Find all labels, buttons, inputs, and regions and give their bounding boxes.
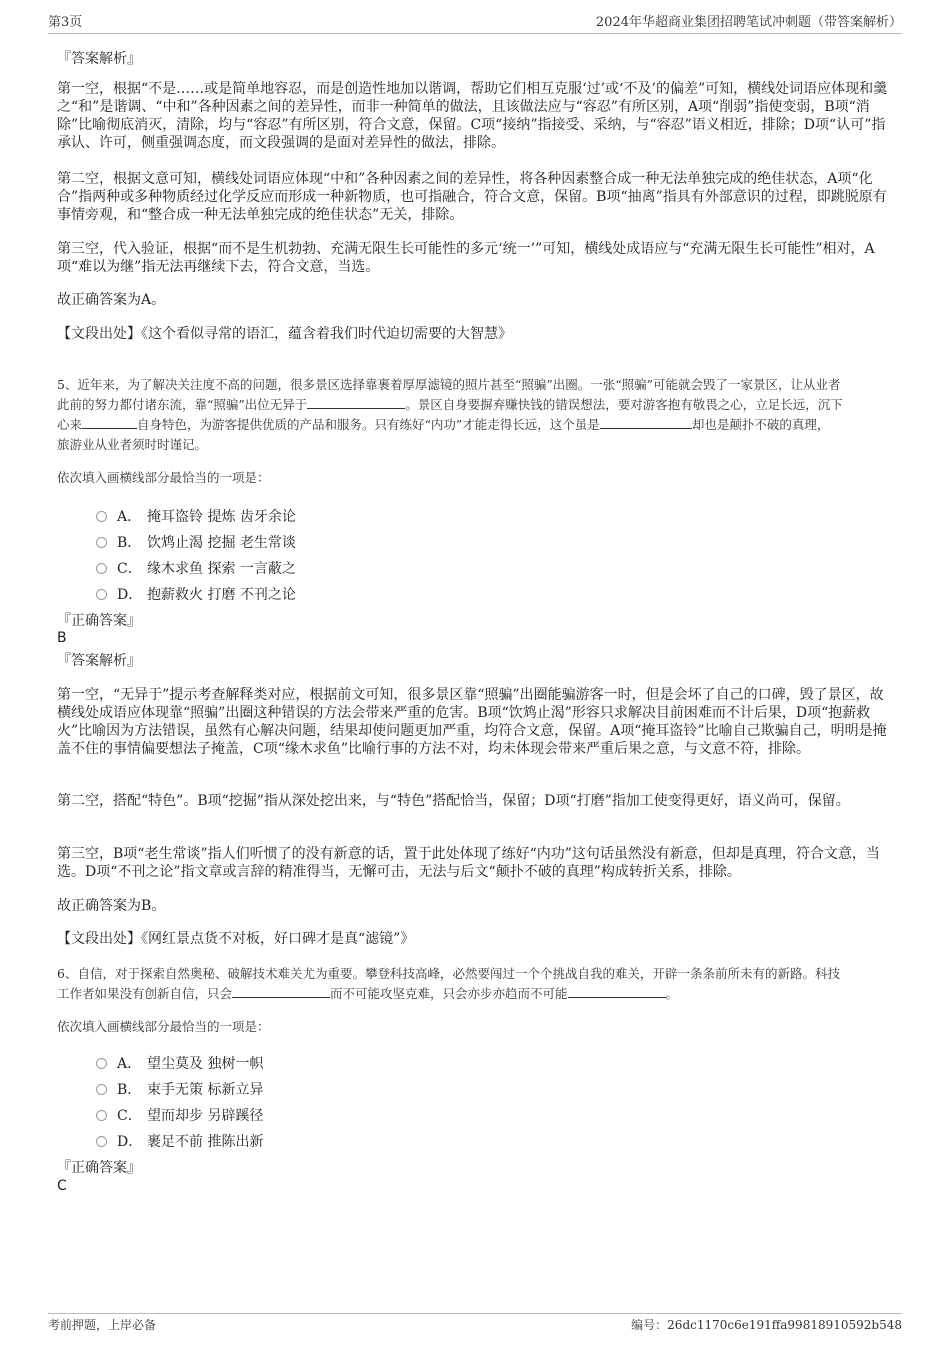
q5-option-a[interactable]: A． 掩耳盗铃 提炼 齿牙余论 bbox=[96, 506, 296, 526]
q5-analysis-p2: 第二空，搭配“特色”。B项“挖掘”指从深处挖出来，与“特色”搭配恰当，保留；D项“打磨”指加工使变得更好，语义尚可，保留。 bbox=[57, 793, 850, 809]
radio-icon[interactable] bbox=[96, 511, 107, 522]
document-title: 2024年华超商业集团招聘笔试冲刺题（带答案解析） bbox=[595, 15, 902, 30]
radio-icon[interactable] bbox=[96, 1084, 107, 1095]
blank-3 bbox=[600, 416, 692, 429]
q5-analysis-p1: 第一空，“无异于”提示考查解释类对应，根据前文可知，很多景区靠“照骗”出圈能骗游客一时，但是会坏了自己的口碑，毁了景区，故横线处成语应体现靠“照骗”出圈这种错误的方法会带来严重的危害。B项“饮鸩止渴”形容只求解决目前困难而不计后果，D项“抱薪救火”比喻因为方法错误，虽然有心解决问题，结果却使问题更加严重，均符合文意，保留。A项“掩耳盗铃”比喻自己欺骗自己，明明是掩盖不住的事情偏要想法子掩盖，C项“缘木求鱼”比喻行事的方法不对，均未体现会带来严重后果之意，与文意不符，排除。 bbox=[57, 687, 887, 757]
q4-analysis-p3: 第三空，代入验证，根据“而不是生机勃勃、充满无限生长可能性的多元‘统一’”可知，横线处成语应与“充满无限生长可能性”相对，A项“难以为继”指无法再继续下去，符合文意，当选。 bbox=[57, 241, 875, 275]
q5-stem-line4: 旅游业从业者须时时谨记。 bbox=[57, 437, 208, 452]
q5-stem bbox=[57, 375, 893, 455]
q6-answer: C bbox=[57, 1178, 67, 1194]
q5-answer-title: 『正确答案』 bbox=[57, 613, 141, 629]
q5-stem-line3: 心来 自身特色，为游客提供优质的产品和服务。只有练好“内功”才能走得长远，这个虽是 却也是颠扑不破的真理， bbox=[57, 417, 830, 432]
q4-analysis-p1: 第一空，根据“不是……或是简单地容忍，而是创造性地加以谐调，帮助它们相互克服‘过’或‘不及’的偏差”可知，横线处词语应体现和羹之“和”是谐调、“中和”各种因素之间的差异性，而非一种简单的做法，且该做法应与“容忍”有所区别，A项“削弱”指使变弱，B项“消除”比喻彻底消灭，清除，均与“容忍”有所区别，符合文意，保留。C项“接纳”指接受、采纳，与“容忍”语义相近，排除；D项“认可”指承认、许可，侧重强调态度，而文段强调的是面对差异性的做法，排除。 bbox=[57, 81, 888, 151]
q5-conclusion: 故正确答案为B。 bbox=[57, 898, 166, 914]
q5-option-c[interactable]: C． 缘木求鱼 探索 一言蔽之 bbox=[96, 558, 296, 578]
blank-2 bbox=[82, 416, 137, 429]
radio-icon[interactable] bbox=[96, 1136, 107, 1147]
q6-stem-line2: 工作者如果没有创新自信，只会 而不可能攻坚克难，只会亦步亦趋而不可能 。 bbox=[57, 986, 679, 1001]
radio-icon[interactable] bbox=[96, 1058, 107, 1069]
q6-stem-line1: 6、自信，对于探索自然奥秘、破解技术难关尤为重要。攀登科技高峰，必然要闯过一个个挑战自我的难关，开辟一条条前所未有的新路。科技 bbox=[57, 966, 840, 981]
page-footer bbox=[48, 1313, 902, 1333]
blank-2 bbox=[568, 985, 666, 998]
radio-icon[interactable] bbox=[96, 537, 107, 548]
q5-prompt: 依次填入画横线部分最恰当的一项是： bbox=[57, 470, 270, 485]
q5-option-b[interactable]: B． 饮鸩止渴 挖掘 老生常谈 bbox=[96, 532, 296, 552]
footer-slogan: 考前押题，上岸必备 bbox=[48, 1318, 157, 1332]
q5-stem-line1: 5、近年来，为了解决关注度不高的问题，很多景区选择靠裹着厚厚滤镜的照片甚至“照骗”出圈。一张“照骗”可能就会毁了一家景区，让从业者 bbox=[57, 377, 841, 392]
q4-analysis-p2: 第二空，根据文意可知，横线处词语应体现“中和”各种因素之间的差异性，将各种因素整合成一种无法单独完成的绝佳状态，A项“化合”指两种或多种物质经过化学反应而形成一种新物质，也可指融合，符合文意，保留。B项“抽离”指具有外部意识的过程，即跳脱原有事情旁观，和“整合成一种无法单独完成的绝佳状态”无关，排除。 bbox=[57, 171, 887, 223]
q6-answer-title: 『正确答案』 bbox=[57, 1160, 141, 1176]
radio-icon[interactable] bbox=[96, 563, 107, 574]
q6-stem bbox=[57, 964, 893, 1004]
q6-option-b[interactable]: B． 束手无策 标新立异 bbox=[96, 1079, 263, 1099]
q6-option-c[interactable]: C． 望而却步 另辟蹊径 bbox=[96, 1105, 263, 1125]
blank-1 bbox=[232, 985, 330, 998]
q6-option-d[interactable]: D． 裹足不前 推陈出新 bbox=[96, 1131, 263, 1151]
q5-analysis-p3: 第三空，B项“老生常谈”指人们听惯了的没有新意的话，置于此处体现了练好“内功”这句话虽然没有新意，但却是真理，符合文意，当选。D项“不刊之论”指文章或言辞的精准得当，无懈可击，无法与后文“颠扑不破的真理”构成转折关系，排除。 bbox=[57, 846, 880, 880]
q5-answer: B bbox=[57, 630, 67, 646]
q6-prompt: 依次填入画横线部分最恰当的一项是： bbox=[57, 1019, 270, 1034]
radio-icon[interactable] bbox=[96, 589, 107, 600]
radio-icon[interactable] bbox=[96, 1110, 107, 1121]
document-serial: 编号：26dc1170c6e191ffa99818910592b548 bbox=[631, 1318, 902, 1332]
blank-1 bbox=[307, 396, 405, 409]
q5-analysis-title: 『答案解析』 bbox=[57, 653, 141, 669]
q4-source: 【文段出处】《这个看似寻常的语汇，蕴含着我们时代迫切需要的大智慧》 bbox=[57, 326, 512, 342]
page-header bbox=[48, 12, 902, 34]
q5-stem-line2: 此前的努力都付诸东流，靠“照骗”出位无异于 。景区自身要摒弃赚快钱的错误想法，要对游客抱有敬畏之心，立足长远，沉下 bbox=[57, 397, 843, 412]
page-number: 第3页 bbox=[48, 15, 83, 30]
q5-source: 【文段出处】《网红景点货不对板，好口碑才是真“滤镜”》 bbox=[57, 931, 415, 947]
q4-conclusion: 故正确答案为A。 bbox=[57, 292, 166, 308]
q6-option-a[interactable]: A． 望尘莫及 独树一帜 bbox=[96, 1053, 263, 1073]
q5-option-d[interactable]: D． 抱薪救火 打磨 不刊之论 bbox=[96, 584, 296, 604]
q4-analysis-title: 『答案解析』 bbox=[57, 51, 141, 67]
